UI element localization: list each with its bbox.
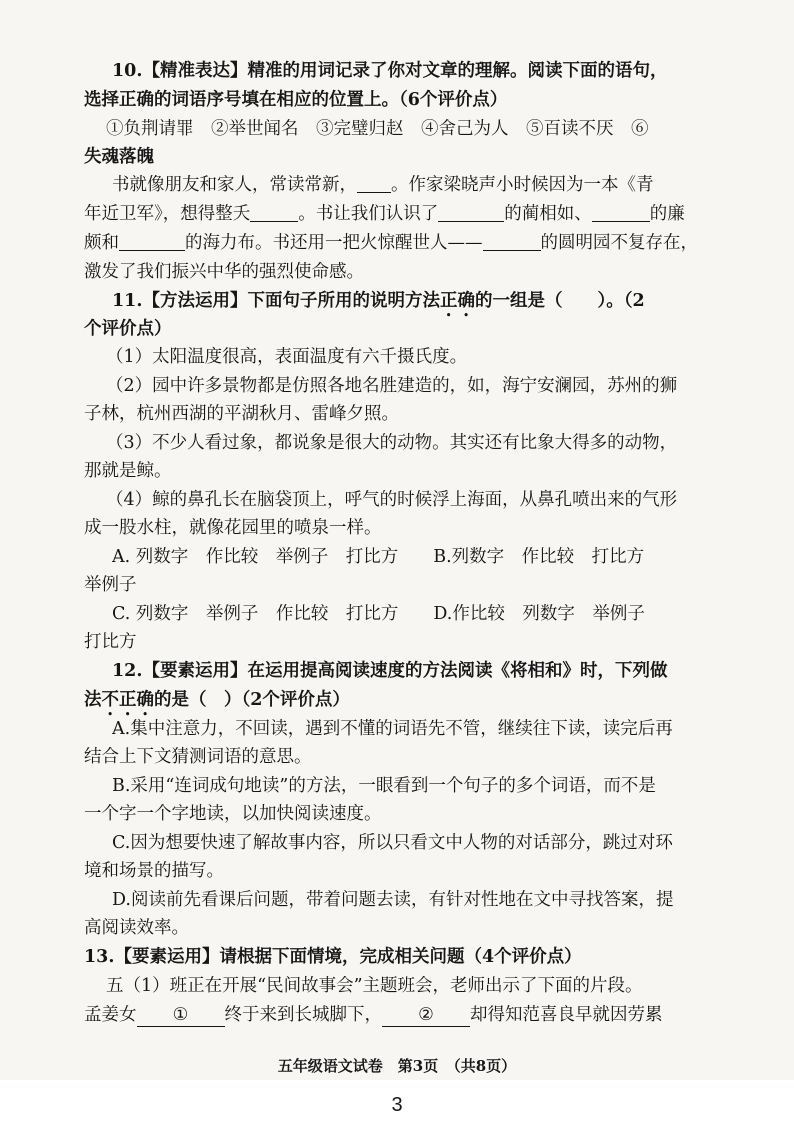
q10-text: 书就像朋友和家人，常读常新， — [112, 175, 357, 195]
q10-passage-line-1 — [112, 172, 744, 199]
q10-text: 颇和 — [84, 233, 119, 253]
page-number: 3 — [391, 1094, 403, 1116]
q10-title-cont: 选择正确的词语序号填在相应的位置上。（6个评价点） — [84, 90, 508, 110]
q10-title: 10.【精准表达】精准的用词记录了你对文章的理解。阅读下面的语句， — [112, 61, 668, 81]
q10-text: 。作家梁晓声小时候因为一本《青 — [391, 175, 654, 195]
q13-blank-2[interactable]: ② — [382, 1004, 470, 1027]
q13-intro: 五（1）班正在开展“民间故事会”主题班会，老师出示了下面的片段。 — [106, 976, 643, 996]
q10-text: 的圆明园不复存在， — [540, 233, 698, 253]
q10-answer-blank-5[interactable] — [119, 231, 185, 251]
q10-answer-blank-1[interactable] — [357, 173, 391, 193]
q10-passage-line-3 — [84, 230, 744, 257]
q11-title-text: 11.【方法运用】下面句子所用的说明方法 — [112, 291, 440, 311]
q13-text: 却得知范喜良早就因劳累 — [470, 1005, 663, 1025]
q11-options-ab: A. 列数字 作比较 举例子 打比方 B.列数字 作比较 打比方 — [112, 547, 645, 567]
q13-text: 终于来到长城脚下， — [224, 1005, 382, 1025]
q10-text: 的蔺相如、 — [504, 204, 592, 224]
q12-emphasis: 不正确 — [101, 690, 154, 710]
q10-text: 。书让我们认识了 — [298, 204, 439, 224]
q12-option-d: D.阅读前先看课后问题，带着问题去读，有针对性地在文中寻找答案，提 — [112, 890, 674, 910]
q13-title: 13.【要素运用】请根据下面情境，完成相关问题（4个评价点） — [84, 947, 582, 967]
q11-options-ab-cont: 举例子 — [84, 575, 137, 595]
q10-options-cont: 失魂落魄 — [84, 147, 154, 167]
q13-blank-1[interactable]: ① — [137, 1004, 225, 1027]
q10-passage-line-4: 激发了我们振兴中华的强烈使命感。 — [84, 262, 364, 282]
q10-text: 的廉 — [649, 204, 685, 224]
q12-option-a: A.集中注意力，不回读，遇到不懂的词语先不管，继续往下读，读完后再 — [112, 719, 673, 739]
q12-title: 12.【要素运用】在运用提高阅读速度的方法阅读《将相和》时，下列做 — [112, 661, 668, 681]
q11-sentence-2-cont: 子林，杭州西湖的平湖秋月、雷峰夕照。 — [84, 404, 399, 424]
q11-sentence-3-cont: 那就是鲸。 — [84, 461, 172, 481]
q10-answer-blank-2[interactable] — [250, 202, 298, 222]
q12-title-text: 的是（ ）（2个评价点） — [154, 690, 350, 710]
q10-options: ①负荆请罪 ②举世闻名 ③完璧归赵 ④舍己为人 ⑤百读不厌 ⑥ — [106, 119, 649, 139]
q11-emphasis: 正确 — [439, 291, 475, 311]
q11-sentence-4-cont: 成一股水柱，就像花园里的喷泉一样。 — [84, 518, 382, 538]
q10-text: 年近卫军》，想得整夭 — [84, 204, 251, 224]
q13-passage — [84, 1002, 744, 1029]
q11-title-cont: 个评价点） — [84, 319, 172, 339]
page-footer: 五年级语文试卷 第3页 （共8页） — [277, 1057, 517, 1075]
q13-text: 孟姜女 — [84, 1005, 137, 1025]
q10-answer-blank-3[interactable] — [438, 202, 504, 222]
q10-answer-blank-4[interactable] — [592, 202, 650, 222]
q12-option-c: C.因为想要快速了解故事内容，所以只看文中人物的对话部分，跳过对环 — [112, 833, 673, 853]
q12-option-b: B.采用“连词成句地读”的方法，一眼看到一个句子的多个词语，而不是 — [112, 776, 656, 796]
q12-option-a-cont: 结合上下文猜测词语的意思。 — [84, 747, 312, 767]
q11-sentence-3: （3）不少人看过象，都说象是很大的动物。其实还有比象大得多的动物， — [106, 433, 678, 453]
q10-text: 的海力布。书还用一把火惊醒世人—— — [185, 233, 483, 253]
q11-options-cd: C. 列数字 举例子 作比较 打比方 D.作比较 列数字 举例子 — [112, 604, 645, 624]
q11-sentence-2: （2）园中许多景物都是仿照各地名胜建造的，如，海宁安澜园，苏州的狮 — [106, 376, 678, 396]
q12-option-b-cont: 一个字一个字地读，以加快阅读速度。 — [84, 804, 382, 824]
q12-option-d-cont: 高阅读效率。 — [84, 918, 189, 938]
q12-option-c-cont: 境和场景的描写。 — [84, 861, 224, 881]
q11-title-text: 的一组是（ ）。（2 — [474, 291, 645, 311]
q11-options-cd-cont: 打比方 — [84, 632, 137, 652]
q10-passage-line-2 — [84, 201, 744, 228]
q12-title-text: 法 — [84, 690, 102, 710]
q11-sentence-1: （1）太阳温度很高，表面温度有六千摄氏度。 — [106, 347, 468, 367]
q10-answer-blank-6[interactable] — [483, 231, 541, 251]
q11-sentence-4: （4）鲸的鼻孔长在脑袋顶上，呼气的时候浮上海面，从鼻孔喷出来的气形 — [106, 490, 678, 510]
